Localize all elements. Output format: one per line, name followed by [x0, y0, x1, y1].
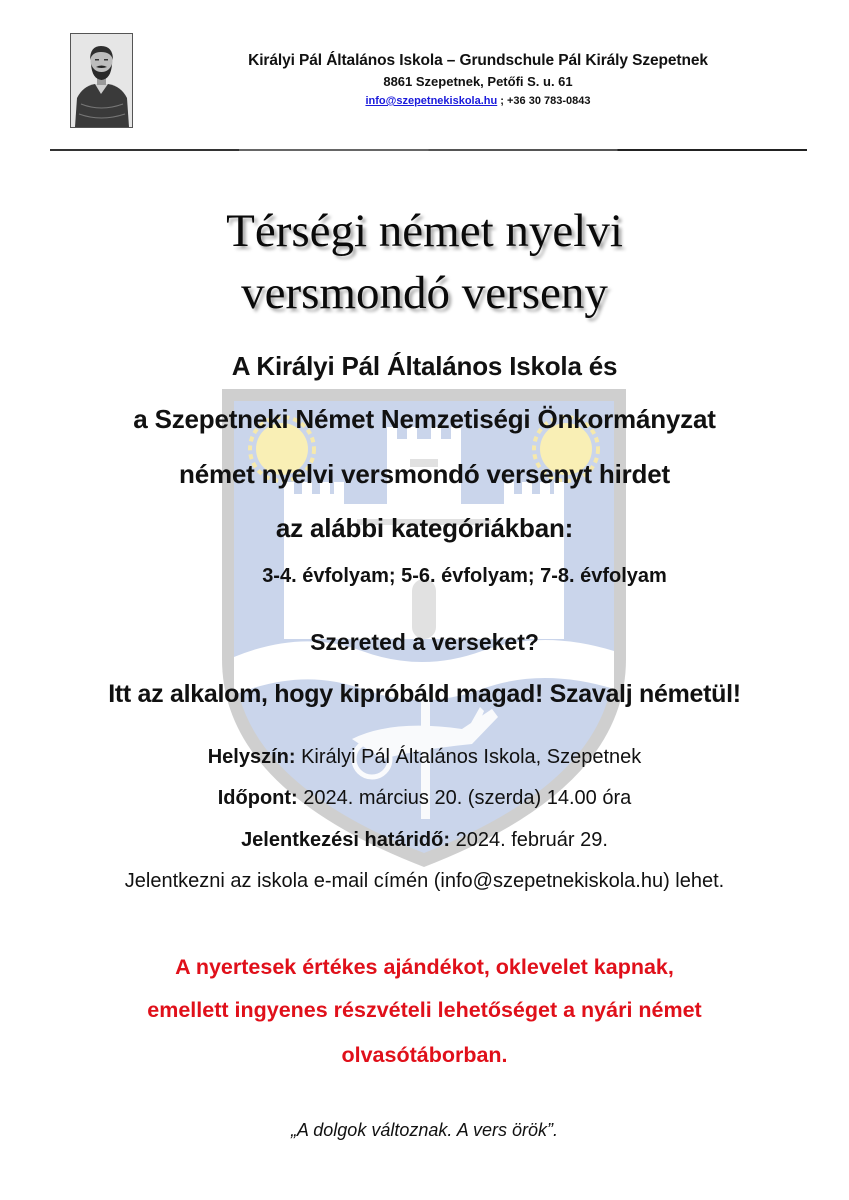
prize-line-2: emellett ingyenes részvételi lehetőséget a nyári német — [147, 998, 702, 1022]
time-row — [0, 787, 849, 810]
portrait-icon — [71, 34, 132, 127]
closing-quote: „A dolgok változnak. A vers örök”. — [290, 1120, 559, 1140]
page-title-line-2: versmondó verseny — [241, 267, 608, 319]
signup-note: Jelentkezni az iskola e-mail címén (info@szepetnekiskola.hu) lehet. — [124, 870, 725, 892]
email-link[interactable]: info@szepetnekiskola.hu — [365, 95, 498, 107]
invite-question: Szereted a verseket? — [310, 629, 539, 655]
venue-label: Helyszín: — [207, 746, 296, 768]
prize-line-3: olvasótáborban. — [341, 1043, 508, 1067]
announcement-line-3: német nyelvi versmondó versenyt hirdet — [179, 459, 670, 489]
school-contact — [150, 95, 806, 107]
deadline-row — [0, 829, 849, 852]
portrait-image — [70, 33, 133, 128]
announcement-line-2: a Szepetneki Német Nemzetiségi Önkormányzat — [133, 404, 716, 434]
deadline-value: 2024. február 29. — [450, 829, 608, 851]
deadline-label: Jelentkezési határidő: — [241, 829, 451, 851]
prize-line-1: A nyertesek értékes ajándékot, oklevelet kapnak, — [175, 955, 674, 979]
phone-number: ; +36 30 783-0843 — [497, 95, 591, 107]
school-name: Királyi Pál Általános Iskola – Grundschule Pál Király Szepetnek — [248, 52, 708, 69]
announcement-line-1: A Királyi Pál Általános Iskola és — [231, 351, 618, 381]
venue-value: Királyi Pál Általános Iskola, Szepetnek — [295, 746, 642, 768]
announcement-line-4: az alábbi kategóriákban: — [275, 513, 574, 543]
school-address: 8861 Szepetnek, Petőfi S. u. 61 — [383, 74, 573, 89]
venue-row — [0, 746, 849, 769]
invite-callout: Itt az alkalom, hogy kipróbáld magad! Szavalj németül! — [108, 680, 741, 708]
time-value: 2024. március 20. (szerda) 14.00 óra — [297, 787, 632, 809]
time-label: Időpont: — [217, 787, 298, 809]
categories: 3-4. évfolyam; 5-6. évfolyam; 7-8. évfolyam — [262, 565, 667, 587]
header-divider — [50, 149, 807, 151]
page-title-line-1: Térségi német nyelvi — [226, 205, 623, 257]
